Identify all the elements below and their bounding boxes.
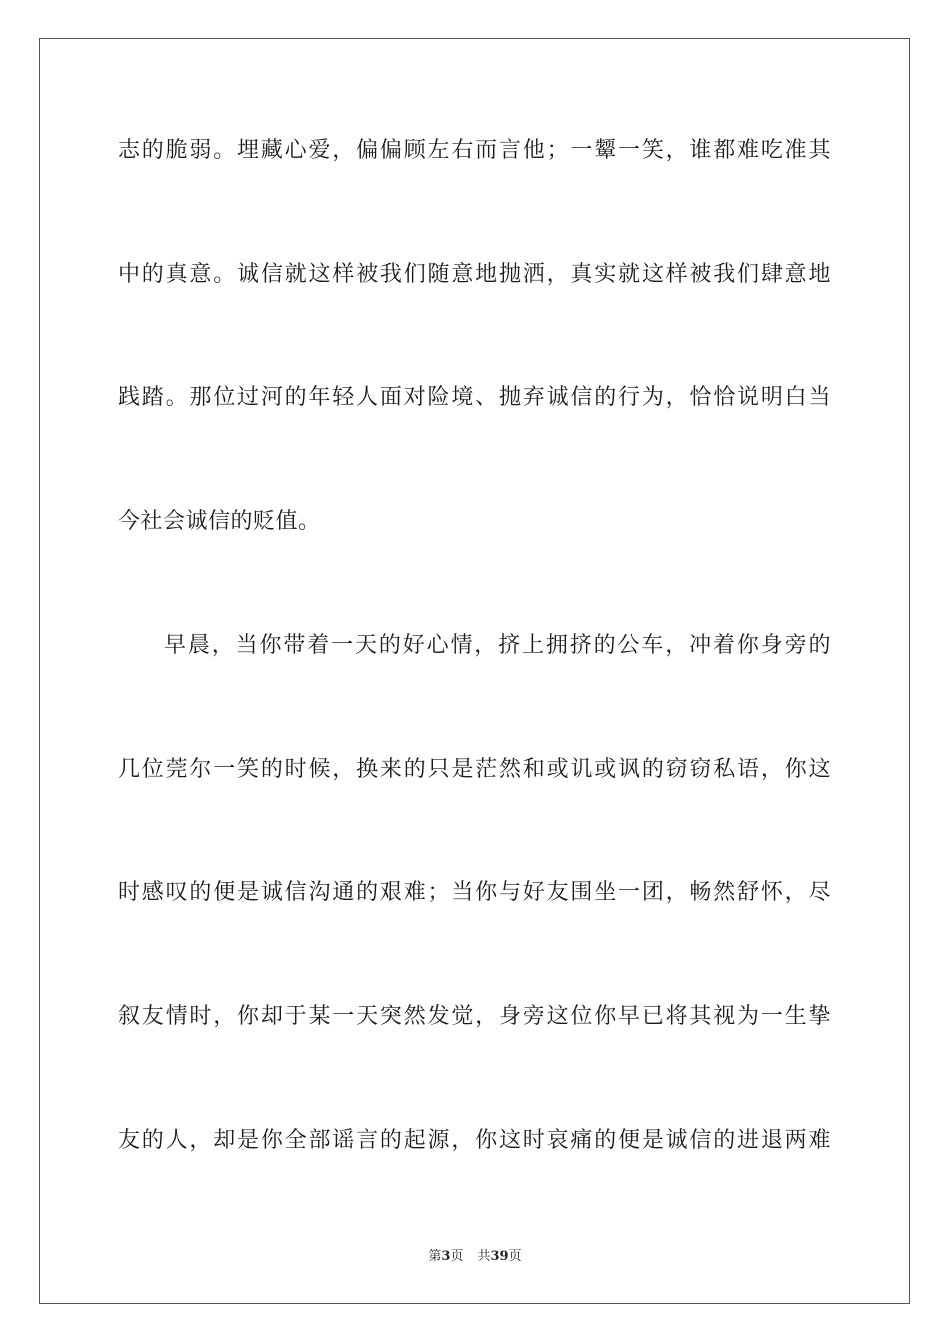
body-text-line: 几位莞尔一笑的时候，换来的只是茫然和或讥或讽的窃窃私语，你这: [118, 757, 831, 782]
total-page-count: 39: [490, 1249, 509, 1264]
body-text-line: 时感叹的便是诚信沟通的艰难；当你与好友围坐一团，畅然舒怀，尽: [118, 880, 831, 905]
body-text-line: 今社会诚信的贬值。: [118, 509, 321, 534]
body-text-line: 中的真意。诚信就这样被我们随意地抛洒，真实就这样被我们肆意地: [118, 262, 831, 287]
body-text-line: 友的人，却是你全部谣言的起源，你这时哀痛的便是诚信的进退两难: [118, 1128, 831, 1153]
page-footer: [0, 1248, 950, 1266]
page-border: [39, 38, 910, 1304]
body-text-line: 志的脆弱。埋藏心爱，偏偏顾左右而言他；一颦一笑，谁都难吃准其: [118, 138, 831, 163]
total-prefix: 共: [477, 1249, 491, 1264]
current-page-number: 3: [441, 1249, 451, 1264]
page-prefix: 第: [428, 1249, 442, 1264]
body-text-line: 叙友情时，你却于某一天突然发觉，身旁这位你早已将其视为一生挚: [118, 1004, 831, 1029]
page-suffix: 页: [450, 1249, 464, 1264]
total-suffix: 页: [508, 1249, 522, 1264]
paragraph-first-line: 早晨，当你带着一天的好心情，挤上拥挤的公车，冲着你身旁的: [164, 633, 831, 658]
body-text-line: 践踏。那位过河的年轻人面对险境、抛弃诚信的行为，恰恰说明白当: [118, 385, 831, 410]
